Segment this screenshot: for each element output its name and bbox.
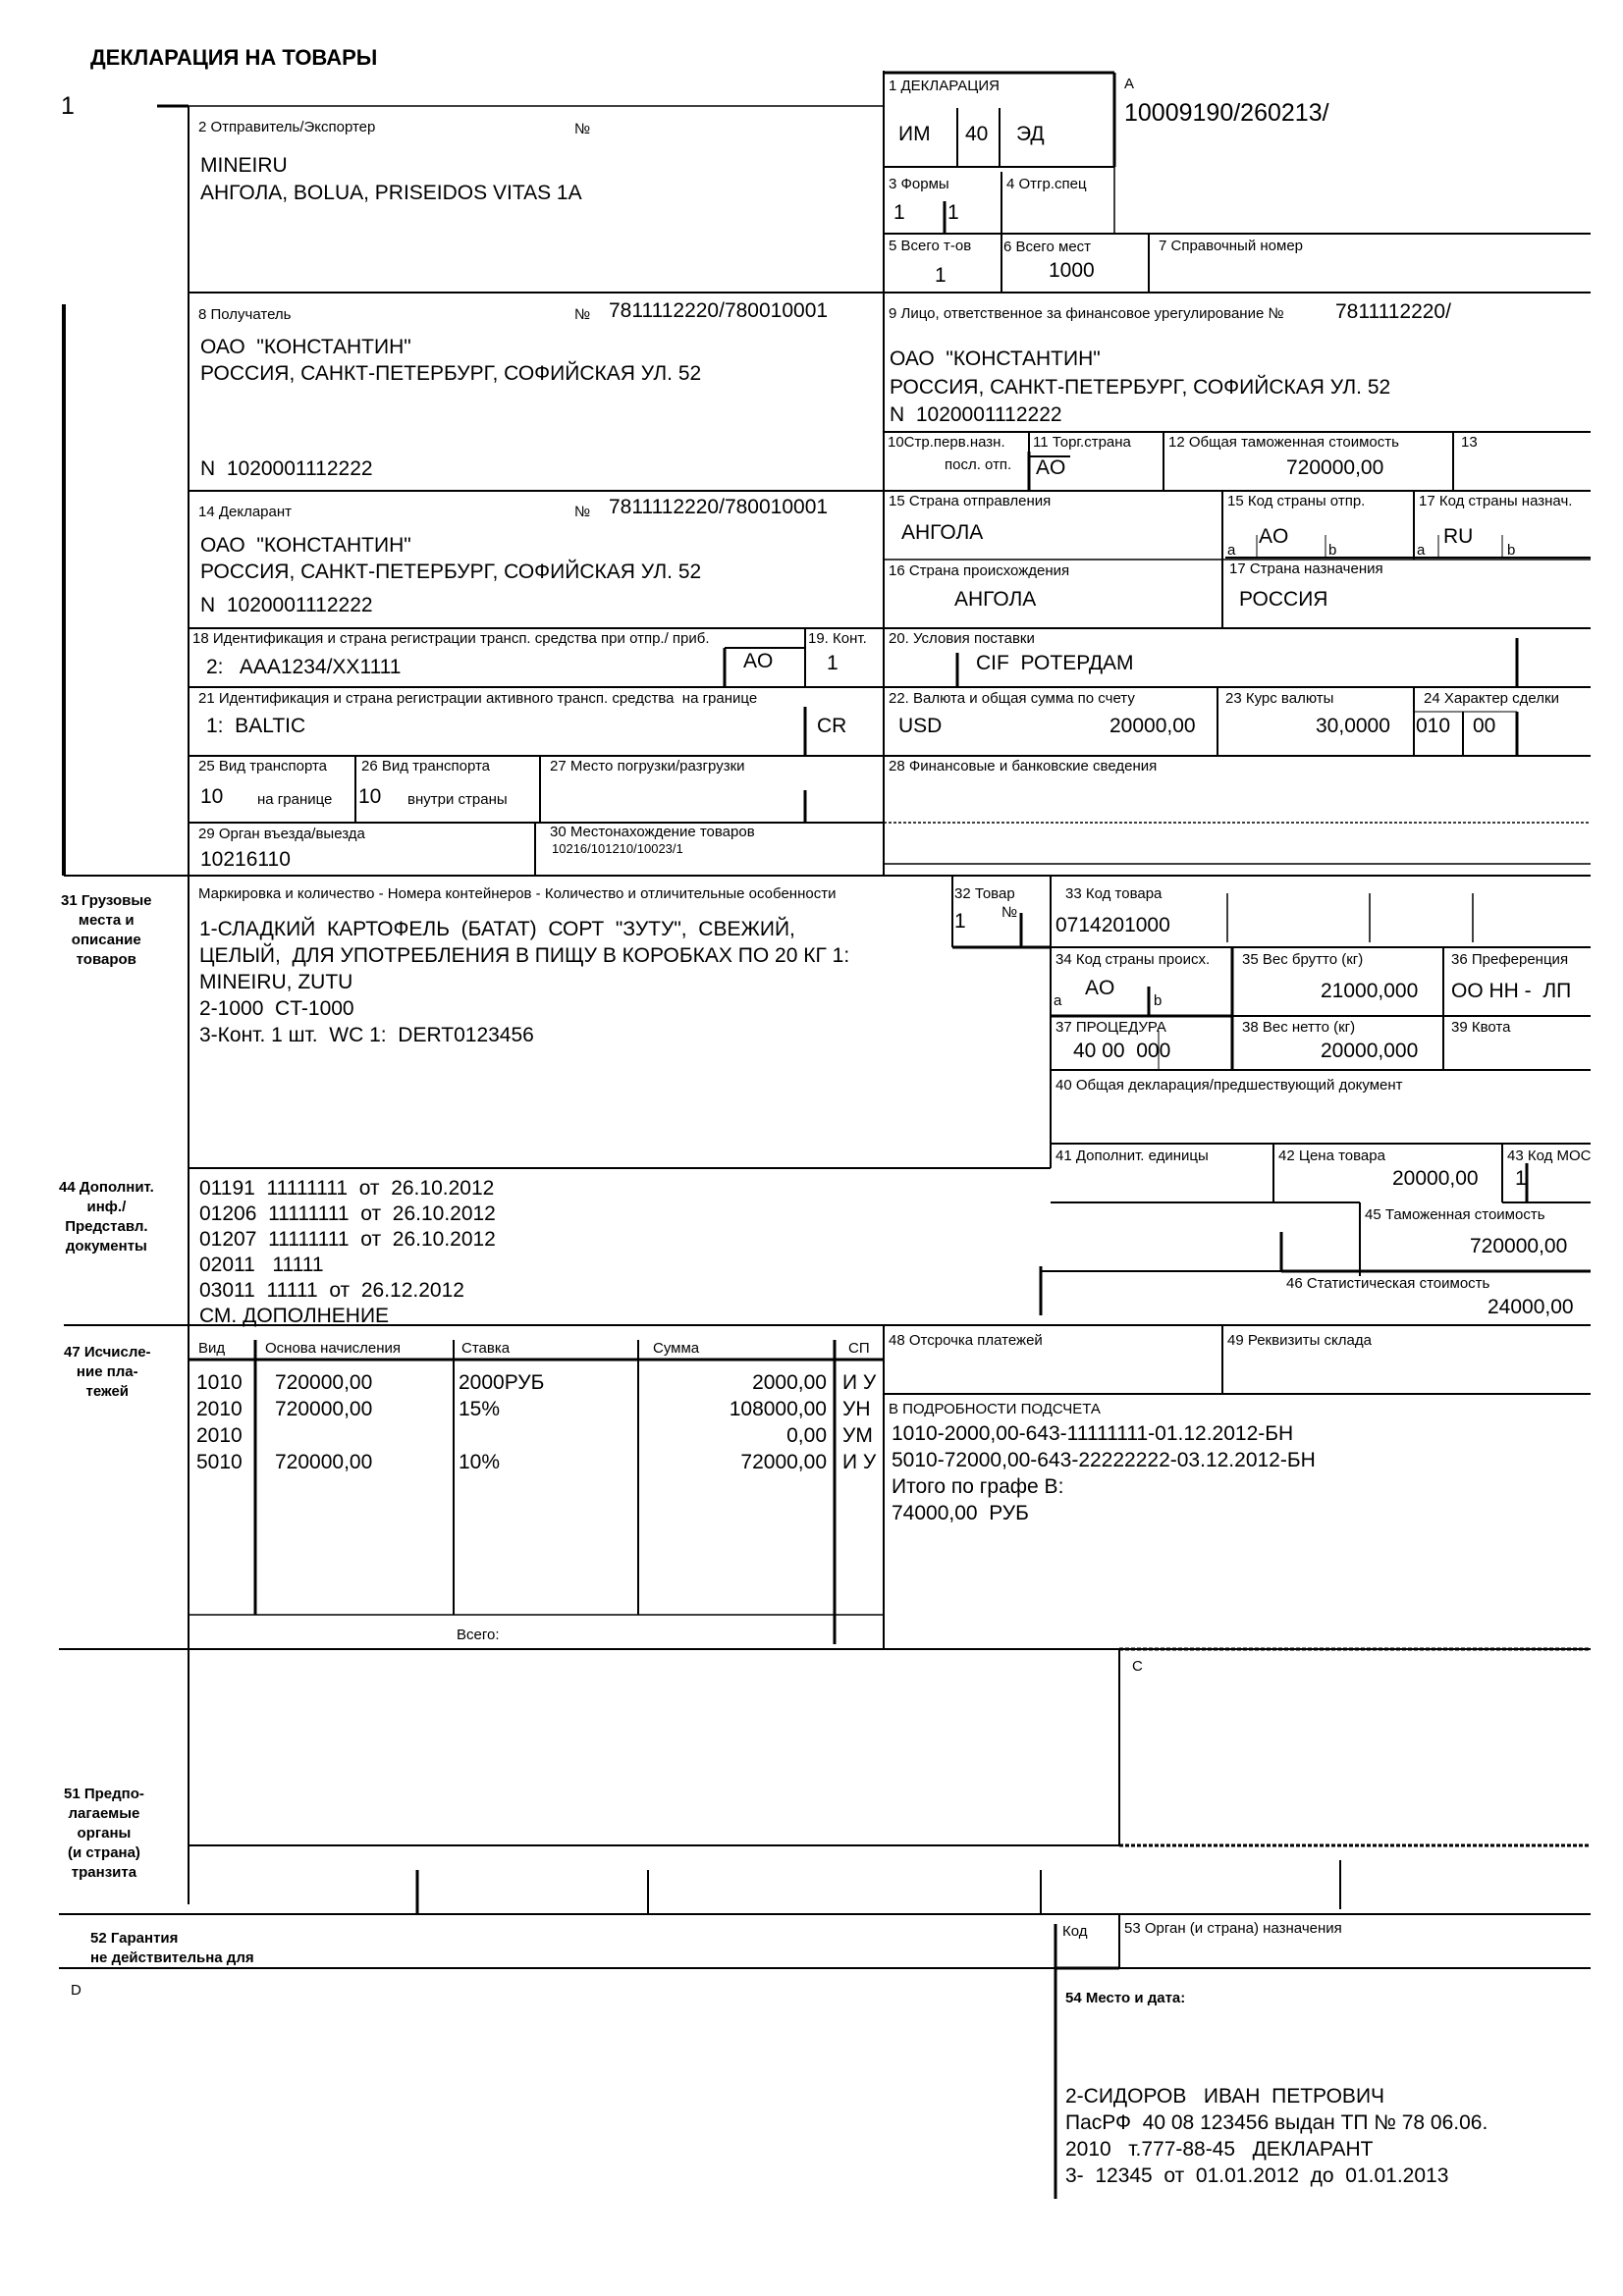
box-46-label: 46 Статистическая стоимость xyxy=(1286,1275,1490,1292)
box-33-value: 0714201000 xyxy=(1055,914,1170,936)
box-2-name: MINEIRU xyxy=(200,154,288,177)
box-25-value: 10 xyxy=(200,785,224,808)
box-30-label: 30 Местонахождение товаров xyxy=(550,824,755,840)
box-17a-value: RU xyxy=(1443,525,1474,548)
payments-row-2-rate: 15% xyxy=(459,1398,501,1420)
box-39-label: 39 Квота xyxy=(1451,1019,1511,1036)
box-8-inn: 7811112220/780010001 xyxy=(609,299,829,322)
box-37-label: 37 ПРОЦЕДУРА xyxy=(1055,1019,1166,1036)
box-7-label: 7 Справочный номер xyxy=(1159,238,1304,254)
goods-line-4: 2-1000 CT-1000 xyxy=(199,997,354,1020)
box-24-value-1: 010 xyxy=(1416,715,1451,737)
calc-line-4: 74000,00 РУБ xyxy=(892,1502,1029,1524)
box-9-ogrn: N 1020001112222 xyxy=(890,403,1062,426)
box-c-label: C xyxy=(1132,1658,1143,1675)
box-34-label: 34 Код страны происх. xyxy=(1055,951,1211,968)
box-23-value: 30,0000 xyxy=(1316,715,1390,737)
payments-header-rate: Ставка xyxy=(461,1340,511,1357)
box-17a-a: a xyxy=(1417,542,1426,559)
box-53-label: 53 Орган (и страна) назначения xyxy=(1124,1920,1342,1937)
box-14-address: РОССИЯ, САНКТ-ПЕТЕРБУРГ, СОФИЙСКАЯ УЛ. 52 xyxy=(200,561,702,583)
box-35-value: 21000,000 xyxy=(1321,980,1419,1002)
payments-row-3-sp: УМ xyxy=(842,1424,873,1447)
payments-row-4-rate: 10% xyxy=(459,1451,501,1473)
box-4-label: 4 Отгр.спец xyxy=(1006,176,1087,192)
box-9-inn: 7811112220/ xyxy=(1335,300,1451,323)
box-28-label: 28 Финансовые и банковские сведения xyxy=(889,758,1158,774)
box-8-no-label: № xyxy=(574,306,591,323)
box-36-label: 36 Преференция xyxy=(1451,951,1569,968)
doc-line-1: 01191 11111111 от 26.10.2012 xyxy=(199,1177,495,1200)
box-22-label: 22. Валюта и общая сумма по счету xyxy=(889,690,1135,707)
payments-header-base: Основа начисления xyxy=(265,1340,401,1357)
box-8-ogrn: N 1020001112222 xyxy=(200,457,373,480)
goods-line-5: 3-Конт. 1 шт. WC 1: DERT0123456 xyxy=(199,1024,534,1046)
calc-line-2: 5010-72000,00-643-22222222-03.12.2012-БН xyxy=(892,1449,1316,1471)
box-1-form: ЭД xyxy=(1016,123,1045,145)
box-2-label: 2 Отправитель/Экспортер xyxy=(198,119,376,135)
payments-row-3-sum: 0,00 xyxy=(786,1424,827,1447)
box-36-value: ОО НН - ЛП xyxy=(1451,980,1572,1002)
box-43-value: 1 xyxy=(1515,1167,1527,1190)
box-2-address: АНГОЛА, BOLUA, PRISEIDOS VITAS 1A xyxy=(200,182,582,204)
box-17-value: РОССИЯ xyxy=(1239,588,1328,611)
box-14-name: ОАО "КОНСТАНТИН" xyxy=(200,534,411,557)
payments-row-1-type: 1010 xyxy=(196,1371,243,1394)
box-32-label: 32 Товар xyxy=(954,885,1015,902)
box-25-sub: на границе xyxy=(257,791,333,808)
box-27-label: 27 Место погрузки/разгрузки xyxy=(550,758,745,774)
box-5-value: 1 xyxy=(935,264,947,287)
box-10-label: 10Стр.перв.назн. xyxy=(888,434,1005,451)
box-11-label: 11 Торг.страна xyxy=(1033,434,1131,451)
declarant-line-2: ПасРФ 40 08 123456 выдан ТП № 78 06.06. xyxy=(1065,2111,1488,2134)
box-14-inn: 7811112220/780010001 xyxy=(609,496,829,518)
box-23-label: 23 Курс валюты xyxy=(1225,690,1334,707)
box-26-label: 26 Вид транспорта xyxy=(361,758,491,774)
payments-row-4-base: 720000,00 xyxy=(275,1451,373,1473)
box-18-value: 2: AAA1234/XX1111 xyxy=(206,656,402,678)
box-41-label: 41 Дополнит. единицы xyxy=(1055,1148,1209,1164)
box-30-value: 10216/101210/10023/1 xyxy=(552,841,683,856)
box-42-value: 20000,00 xyxy=(1392,1167,1479,1190)
goods-line-3: MINEIRU, ZUTU xyxy=(199,971,353,993)
box-37-value: 40 00 000 xyxy=(1073,1040,1171,1062)
payments-row-2-base: 720000,00 xyxy=(275,1398,373,1420)
box-25-label: 25 Вид транспорта xyxy=(198,758,328,774)
box-6-label: 6 Всего мест xyxy=(1003,239,1092,255)
box-31-label: Маркировка и количество - Номера контейнеров - Количество и отличительные особенности xyxy=(198,885,837,902)
box-17a-label: 17 Код страны назнач. xyxy=(1419,493,1573,509)
payments-row-2-sp: УН xyxy=(842,1398,871,1420)
payments-total-label: Всего: xyxy=(457,1627,500,1643)
box-13-label: 13 xyxy=(1461,434,1478,451)
box-17a-b: b xyxy=(1507,542,1516,559)
calc-line-3: Итого по графе В: xyxy=(892,1475,1064,1498)
box-15-value: АНГОЛА xyxy=(901,521,984,544)
box-15-label: 15 Страна отправления xyxy=(889,493,1052,509)
box-22-value: 20000,00 xyxy=(1109,715,1196,737)
box-16-value: АНГОЛА xyxy=(954,588,1037,611)
box-18-label: 18 Идентификация и страна регистрации трансп. средства при отпр./ приб. xyxy=(192,630,710,647)
box-45-value: 720000,00 xyxy=(1470,1235,1568,1257)
box-b-label: В ПОДРОБНОСТИ ПОДСЧЕТА xyxy=(889,1401,1101,1417)
box-11-value: AO xyxy=(1036,456,1066,479)
box-32-value: 1 xyxy=(954,910,966,933)
doc-line-5: 03011 11111 от 26.12.2012 xyxy=(199,1279,464,1302)
doc-line-3: 01207 11111111 от 26.10.2012 xyxy=(199,1228,496,1251)
box-2-no-label: № xyxy=(574,121,591,137)
box-3-label: 3 Формы xyxy=(889,176,949,192)
box-12-label: 12 Общая таможенная стоимость xyxy=(1168,434,1399,451)
payments-header-sum: Сумма xyxy=(653,1340,700,1357)
box-49-label: 49 Реквизиты склада xyxy=(1227,1332,1372,1349)
box-1-procedure: 40 xyxy=(965,123,989,145)
box-42-label: 42 Цена товара xyxy=(1278,1148,1385,1164)
box-14-label: 14 Декларант xyxy=(198,504,293,520)
goods-line-1: 1-СЛАДКИЙ КАРТОФЕЛЬ (БАТАТ) СОРТ "ЗУТУ", СВЕЖИЙ, xyxy=(199,918,795,940)
box-14-ogrn: N 1020001112222 xyxy=(200,594,373,616)
box-35-label: 35 Вес брутто (кг) xyxy=(1242,951,1364,968)
box-34-a: a xyxy=(1054,992,1062,1009)
box-32-no-label: № xyxy=(1001,904,1018,921)
declarant-line-4: 3- 12345 от 01.01.2012 до 01.01.2013 xyxy=(1065,2164,1449,2187)
payments-row-4-sp: И У xyxy=(842,1451,877,1473)
box-8-label: 8 Получатель xyxy=(198,306,292,323)
box-34-b: b xyxy=(1154,992,1163,1009)
box-31-side-label: 31 Грузовые места и описание товаров xyxy=(61,892,152,968)
box-51-side-label: 51 Предпо- лагаемые органы (и страна) транзита xyxy=(64,1786,144,1881)
payments-row-2-sum: 108000,00 xyxy=(729,1398,827,1420)
box-24-value-2: 00 xyxy=(1473,715,1496,737)
box-5-label: 5 Всего т-ов xyxy=(889,238,972,254)
box-a-label: A xyxy=(1124,76,1135,92)
payments-row-1-rate: 2000РУБ xyxy=(459,1371,545,1394)
box-20-label: 20. Условия поставки xyxy=(889,630,1035,647)
box-21-value: 1: BALTIC xyxy=(206,715,306,737)
doc-line-2: 01206 11111111 от 26.10.2012 xyxy=(199,1202,496,1225)
box-54-label: 54 Место и дата: xyxy=(1065,1990,1186,2006)
box-21-label: 21 Идентификация и страна регистрации активного трансп. средства на границе xyxy=(198,690,758,707)
box-19-value: 1 xyxy=(827,652,839,674)
box-21-country: CR xyxy=(817,715,847,737)
box-d-label: D xyxy=(71,1982,81,1999)
box-1-label: 1 ДЕКЛАРАЦИЯ xyxy=(889,78,1000,94)
box-18-country: AO xyxy=(743,650,774,672)
box-20-value: CIF РОТЕРДАМ xyxy=(976,652,1134,674)
box-9-label: 9 Лицо, ответственное за финансовое урегулирование № xyxy=(889,305,1284,322)
box-14-no-label: № xyxy=(574,504,591,520)
box-22-currency: USD xyxy=(898,715,943,737)
declarant-line-1: 2-СИДОРОВ ИВАН ПЕТРОВИЧ xyxy=(1065,2085,1385,2108)
box-29-value: 10216110 xyxy=(200,848,291,871)
box-34-value: AO xyxy=(1085,977,1115,999)
box-15a-a: a xyxy=(1227,542,1236,559)
box-16-label: 16 Страна происхождения xyxy=(889,562,1070,579)
box-40-label: 40 Общая декларация/предшествующий документ xyxy=(1055,1077,1403,1094)
box-44-side-label: 44 Дополнит. инф./ Представл. документы xyxy=(59,1179,154,1255)
box-3-value-1: 1 xyxy=(893,201,905,224)
payments-row-1-sum: 2000,00 xyxy=(752,1371,827,1394)
box-48-label: 48 Отсрочка платежей xyxy=(889,1332,1043,1349)
doc-line-4: 02011 11111 xyxy=(199,1254,324,1276)
box-47-side-label: 47 Исчисле- ние пла- тежей xyxy=(64,1344,151,1400)
box-15a-b: b xyxy=(1328,542,1337,559)
box-9-address: РОССИЯ, САНКТ-ПЕТЕРБУРГ, СОФИЙСКАЯ УЛ. 52 xyxy=(890,376,1391,399)
box-52-side-label: 52 Гарантия не действительна для xyxy=(90,1930,254,1966)
payments-header-sp: СП xyxy=(848,1340,870,1357)
box-43-label: 43 Код МОС xyxy=(1507,1148,1592,1164)
box-9-name: ОАО "КОНСТАНТИН" xyxy=(890,347,1101,370)
payments-row-1-sp: И У xyxy=(842,1371,877,1394)
box-45-label: 45 Таможенная стоимость xyxy=(1365,1206,1545,1223)
box-24-label: 24 Характер сделки xyxy=(1424,690,1559,707)
box-8-name: ОАО "КОНСТАНТИН" xyxy=(200,336,411,358)
box-1-type: ИМ xyxy=(898,123,931,145)
payments-row-2-type: 2010 xyxy=(196,1398,243,1420)
box-52-code-label: Код xyxy=(1062,1923,1088,1940)
box-10-sub: посл. отп. xyxy=(945,456,1012,473)
box-8-address: РОССИЯ, САНКТ-ПЕТЕРБУРГ, СОФИЙСКАЯ УЛ. 52 xyxy=(200,362,702,385)
sheet-number: 1 xyxy=(61,92,75,120)
form-title: ДЕКЛАРАЦИЯ НА ТОВАРЫ xyxy=(90,45,378,70)
doc-line-6: СМ. ДОПОЛНЕНИЕ xyxy=(199,1305,390,1327)
box-29-label: 29 Орган въезда/выезда xyxy=(198,826,365,842)
box-26-sub: внутри страны xyxy=(407,791,508,808)
box-6-value: 1000 xyxy=(1049,259,1095,282)
box-15a-label: 15 Код страны отпр. xyxy=(1227,493,1366,509)
box-12-value: 720000,00 xyxy=(1286,456,1384,479)
payments-header-type: Вид xyxy=(198,1340,226,1357)
box-3-value-2: 1 xyxy=(947,201,959,224)
box-19-label: 19. Конт. xyxy=(808,630,867,647)
payments-row-4-sum: 72000,00 xyxy=(740,1451,827,1473)
box-46-value: 24000,00 xyxy=(1488,1296,1574,1318)
box-38-value: 20000,000 xyxy=(1321,1040,1419,1062)
calc-line-1: 1010-2000,00-643-11111111-01.12.2012-БН xyxy=(892,1422,1294,1445)
box-17-label: 17 Страна назначения xyxy=(1229,561,1383,577)
box-a-number: 10009190/260213/ xyxy=(1124,99,1329,127)
box-38-label: 38 Вес нетто (кг) xyxy=(1242,1019,1356,1036)
payments-row-1-base: 720000,00 xyxy=(275,1371,373,1394)
payments-row-4-type: 5010 xyxy=(196,1451,243,1473)
declarant-line-3: 2010 т.777-88-45 ДЕКЛАРАНТ xyxy=(1065,2138,1374,2161)
payments-row-3-type: 2010 xyxy=(196,1424,243,1447)
goods-line-2: ЦЕЛЫЙ, ДЛЯ УПОТРЕБЛЕНИЯ В ПИЩУ В КОРОБКАХ ПО 20 КГ 1: xyxy=(199,944,850,967)
box-33-label: 33 Код товара xyxy=(1065,885,1163,902)
box-26-value: 10 xyxy=(358,785,382,808)
box-15a-value: AO xyxy=(1259,525,1289,548)
